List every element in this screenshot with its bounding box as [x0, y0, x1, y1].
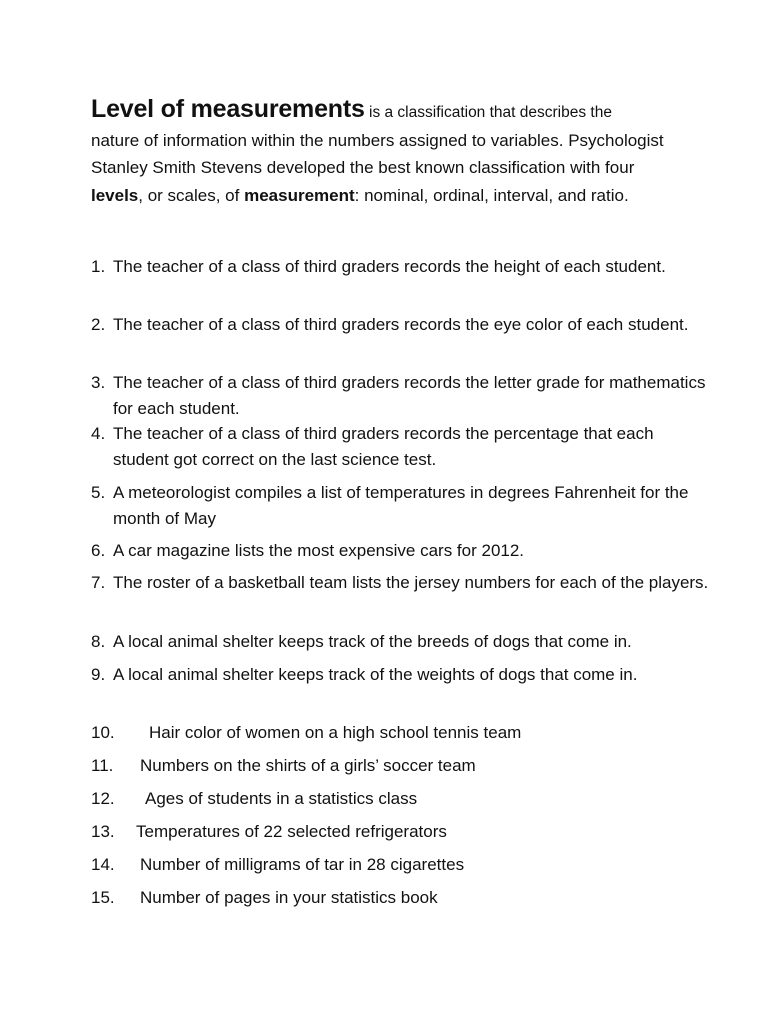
list-item	[91, 753, 711, 779]
list-item-number: 4.	[91, 424, 106, 443]
list-item-number: 13.	[91, 822, 115, 841]
list-item-number: 5.	[91, 483, 106, 502]
list-item-number: 10.	[91, 723, 115, 742]
list-item-number: 11.	[91, 756, 114, 775]
list-item	[91, 421, 711, 472]
list-item-text: Temperatures of 22 selected refrigerators	[136, 822, 447, 841]
list-item-number: 6.	[91, 541, 106, 560]
list-item-text: A car magazine lists the most expensive cars for 2012.	[113, 541, 525, 560]
list-item	[91, 852, 711, 878]
list-item-number: 9.	[91, 665, 106, 684]
intro-lead: is a classification that describes the	[364, 104, 612, 121]
list-item	[91, 480, 711, 531]
list-item-text: A meteorologist compiles a list of temperatures in degrees Fahrenheit for the month of May	[113, 483, 689, 528]
list-item	[91, 720, 711, 746]
list-item-text: A local animal shelter keeps track of the breeds of dogs that come in.	[113, 632, 632, 651]
intro-paragraph	[91, 96, 691, 209]
document-heading: Level of measurements	[91, 95, 365, 123]
list-item-number: 1.	[91, 257, 106, 276]
list-item-number: 8.	[91, 632, 106, 651]
list-item-number: 14.	[91, 855, 115, 874]
intro-bold-levels: levels	[91, 185, 139, 205]
list-item-text: A local animal shelter keeps track of the weights of dogs that come in.	[113, 665, 638, 684]
list-item	[91, 254, 711, 280]
list-item-number: 12.	[91, 789, 115, 808]
list-item-text: The teacher of a class of third graders records the letter grade for mathematics for each student.	[113, 373, 706, 418]
list-item-number: 7.	[91, 573, 106, 592]
list-item-text: Hair color of women on a high school tennis team	[149, 723, 522, 742]
intro-body-2: , or scales, of	[138, 185, 245, 205]
list-item-text: The roster of a basketball team lists the jersey numbers for each of the players.	[113, 573, 709, 592]
list-item	[91, 786, 711, 812]
list-item-number: 2.	[91, 315, 106, 334]
list-item-number: 3.	[91, 373, 106, 392]
intro-bold-measurement: measurement	[244, 185, 355, 205]
intro-body-3: : nominal, ordinal, interval, and ratio.	[354, 185, 629, 205]
list-item	[91, 662, 711, 688]
list-item	[91, 370, 711, 421]
list-item-text: The teacher of a class of third graders records the eye color of each student.	[113, 315, 689, 334]
list-item-text: The teacher of a class of third graders records the height of each student.	[113, 257, 666, 276]
list-item	[91, 312, 711, 338]
list-item	[91, 885, 711, 911]
list-item-text: Ages of students in a statistics class	[145, 789, 418, 808]
list-item-text: Number of pages in your statistics book	[140, 888, 438, 907]
list-item	[91, 819, 711, 845]
list-item	[91, 538, 711, 564]
list-item	[91, 570, 711, 596]
list-item-text: The teacher of a class of third graders records the percentage that each student got correct on the last science test.	[113, 424, 654, 469]
list-item	[91, 629, 711, 655]
intro-body-1: nature of information within the numbers assigned to variables. Psychologist Stanley Smith Stevens developed the best known classification with four	[91, 130, 664, 178]
list-item-text: Numbers on the shirts of a girls’ soccer team	[140, 756, 476, 775]
list-item-text: Number of milligrams of tar in 28 cigarettes	[140, 855, 465, 874]
list-item-number: 15.	[91, 888, 115, 907]
